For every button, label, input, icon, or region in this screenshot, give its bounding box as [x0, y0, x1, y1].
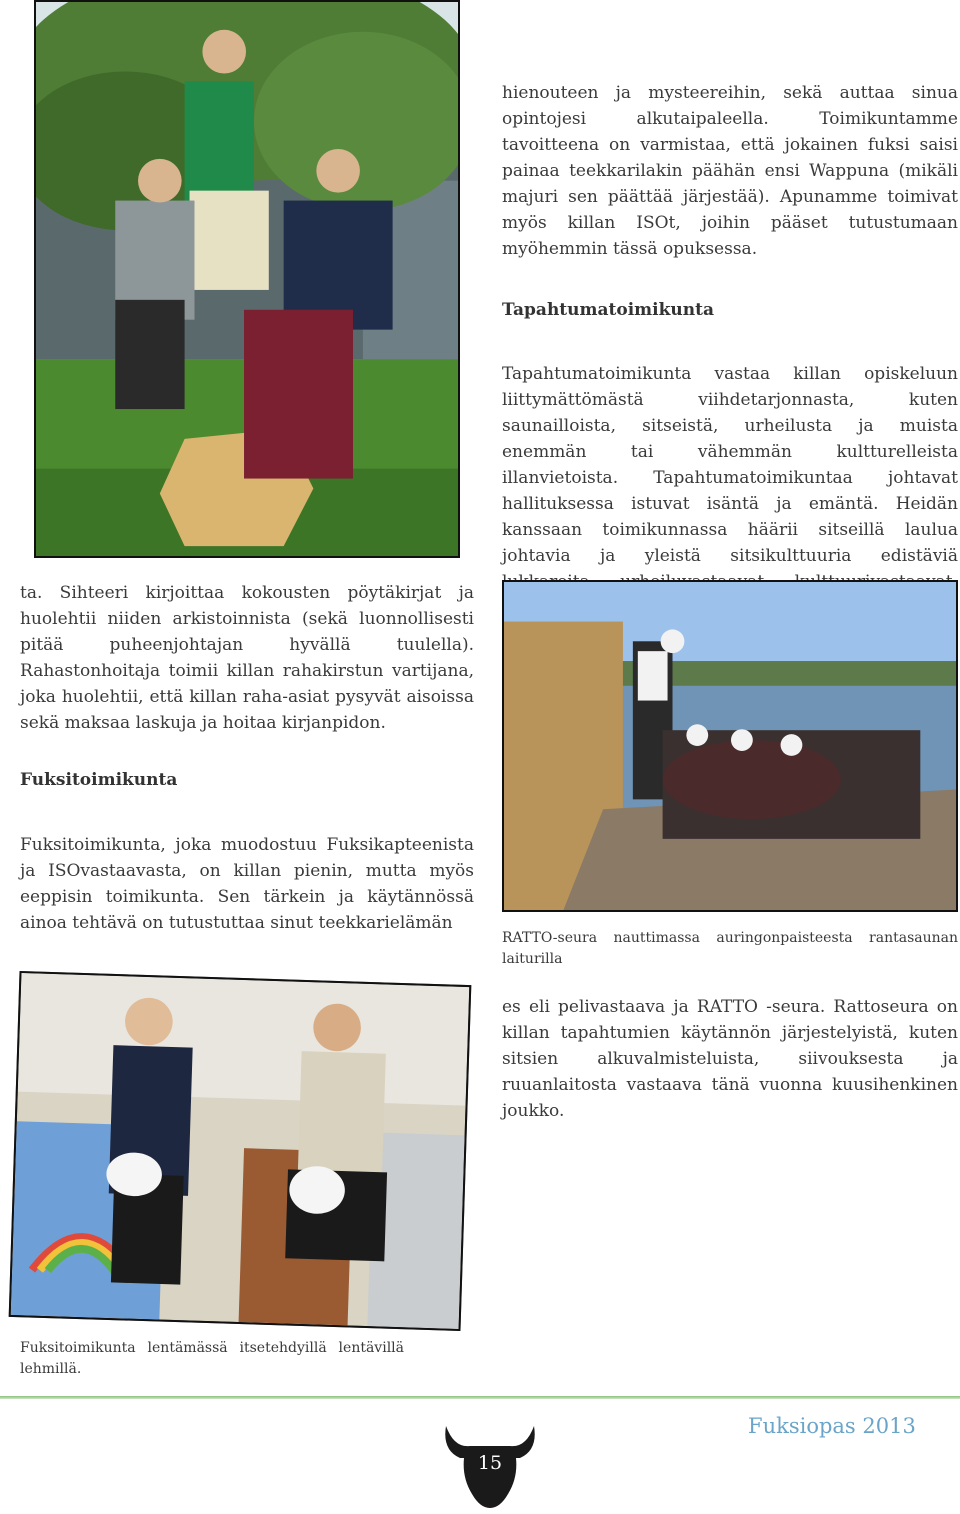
paragraph-continued: hienouteen ja mysteereihin, sekä auttaa sinua opintojesi alkutaipaleella. Toimikuntamme tavoitteena on varmistaa, että jokainen fuksi saisi painaa teekkarilakin päähän ensi Wappuna (mikäli majuri sen päättää järjestää). Apunamme toimivat myös killan ISOt, joihin pääset tutustumaan myöhemmin tässä opuksessa.: [502, 83, 958, 259]
paragraph-tapahtumatoimikunta: Tapahtumatoimikunta vastaa killan opiskeluun liittymättömästä viihdetarjonnasta, kuten saunailloista, sitseistä, urheilusta ja muista enemmän tai vähemmän kultturelleista illanvietoista. Tapahtumatoimikuntaa johtavat hallituksessa istuvat isäntä ja emäntä. Heidän kanssaan toimikunnassa häärii sitseillä laulua johtavia ja yleistä sitsikulttuuria edistäviä: [502, 364, 958, 566]
caption-ratto: RATTO-seura nauttimassa auringonpaisteesta rantasaunan laiturilla: [502, 930, 958, 967]
photo-ratto-pier: [502, 580, 958, 912]
photo-flying-cows: [9, 971, 472, 1331]
footer-title: Fuksiopas 2013: [748, 1414, 916, 1438]
photo-three-people: [34, 0, 460, 558]
paragraph-ratto: es eli pelivastaava ja RATTO -seura. Rattoseura on killan tapahtumien käytännön järjestelyistä, kuten sitsien alkuvalmisteluista, siivouksesta ja ruuanlaitosta vastaava tänä vuonna kuusihenkinen joukko.: [502, 997, 958, 1121]
footer-divider: [0, 1396, 960, 1399]
heading-tapahtumatoimikunta: Tapahtumatoimikunta: [502, 300, 714, 320]
paragraph-fuksitoimikunta: Fuksitoimikunta, joka muodostuu Fuksikapteenista ja ISOvastaavasta, on killan pienin, mutta myös eeppisin toimikunta. Sen tärkein ja käytännössä ainoa tehtävä on tutustuttaa sinut teekkarielämän: [20, 835, 474, 933]
caption-fuksi: Fuksitoimikunta lentämässä itsetehdyillä lentävillä lehmillä.: [20, 1340, 404, 1377]
paragraph-secretary: ta. Sihteeri kirjoittaa kokousten pöytäkirjat ja huolehtii niiden arkistoinnista (sekä luonnollisesti pitää puheenjohtajan hyvällä tuulella). Rahastonhoitaja toimii killan rahakirstun vartijana, joka huolehtii, että killan raha-asiat pysyvät aisoissa sekä maksaa laskuja ja hoitaa kirjanpidon.: [20, 583, 474, 733]
page-number: 15: [477, 1452, 503, 1474]
heading-fuksitoimikunta: Fuksitoimikunta: [20, 770, 178, 790]
